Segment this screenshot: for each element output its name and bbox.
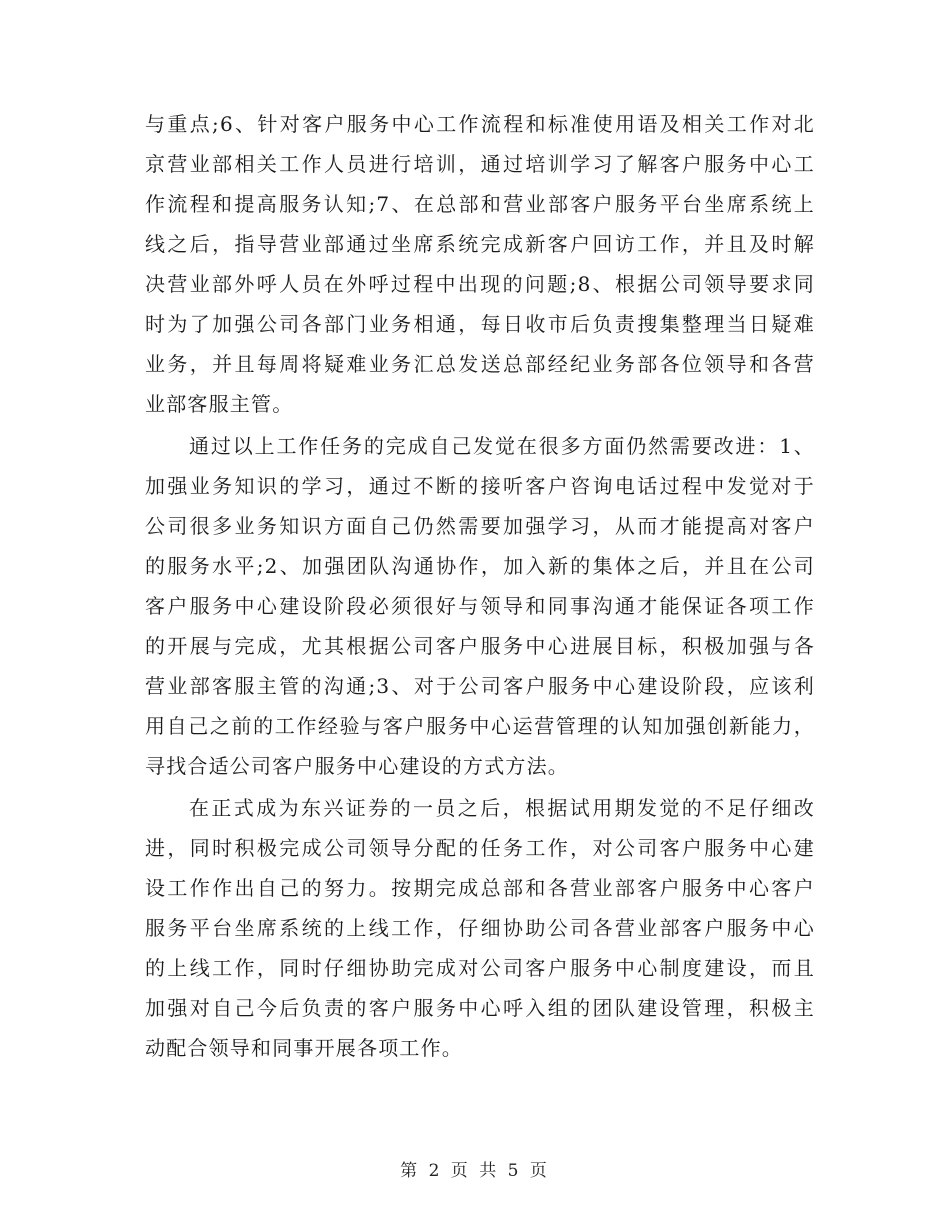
paragraph-line: 的开展与完成，尤其根据公司客户服务中心进展目标，积极加强与各 [145,634,815,658]
paragraph-line: 的服务水平;2、加强团队沟通协作，加入新的集体之后，并且在公司 [145,554,815,578]
paragraph-line: 京营业部相关工作人员进行培训，通过培训学习了解客户服务中心工 [145,152,815,176]
paragraph-line: 加强业务知识的学习，通过不断的接听客户咨询电话过程中发觉对于 [145,474,815,498]
paragraph-line: 客户服务中心建设阶段必须很好与领导和同事沟通才能保证各项工作 [145,594,815,618]
paragraph-line: 在正式成为东兴证券的一员之后，根据试用期发觉的不足仔细改 [189,796,815,820]
paragraph-line: 业部客服主管。 [145,392,294,416]
paragraph-line: 线之后，指导营业部通过坐席系统完成新客户回访工作，并且及时解 [145,232,815,256]
page-footer: 第 2 页 共 5 页 [400,1161,550,1181]
paragraph-line: 营业部客服主管的沟通;3、对于公司客户服务中心建设阶段，应该利 [145,674,815,698]
paragraph [145,426,815,786]
paragraph [145,104,815,424]
paragraph [145,788,815,1068]
paragraph-line: 业务，并且每周将疑难业务汇总发送总部经纪业务部各位领导和各营 [145,352,815,376]
paragraph-line: 设工作作出自己的努力。按期完成总部和各营业部客户服务中心客户 [145,876,815,900]
paragraph-line: 加强对自己今后负责的客户服务中心呼入组的团队建设管理，积极主 [145,996,815,1020]
paragraph-line: 通过以上工作任务的完成自己发觉在很多方面仍然需要改进：1、 [189,434,815,458]
paragraph-line: 的上线工作，同时仔细协助完成对公司客户服务中心制度建设，而且 [145,956,815,980]
paragraph-line: 用自己之前的工作经验与客户服务中心运营管理的认知加强创新能力， [145,714,815,738]
paragraph-line: 作流程和提高服务认知;7、在总部和营业部客户服务平台坐席系统上 [145,192,815,216]
paragraph-line: 寻找合适公司客户服务中心建设的方式方法。 [145,754,569,778]
paragraph-line: 动配合领导和同事开展各项工作。 [145,1036,463,1060]
paragraph-line: 决营业部外呼人员在外呼过程中出现的问题;8、根据公司领导要求同 [145,272,815,296]
paragraph-line: 时为了加强公司各部门业务相通，每日收市后负责搜集整理当日疑难 [145,312,815,336]
paragraph-line: 公司很多业务知识方面自己仍然需要加强学习，从而才能提高对客户 [145,514,815,538]
paragraph-line: 服务平台坐席系统的上线工作，仔细协助公司各营业部客户服务中心 [145,916,815,940]
paragraph-line: 进，同时积极完成公司领导分配的任务工作，对公司客户服务中心建 [145,836,815,860]
paragraph-line: 与重点;6、针对客户服务中心工作流程和标准使用语及相关工作对北 [145,112,815,136]
document-body [145,104,815,1068]
